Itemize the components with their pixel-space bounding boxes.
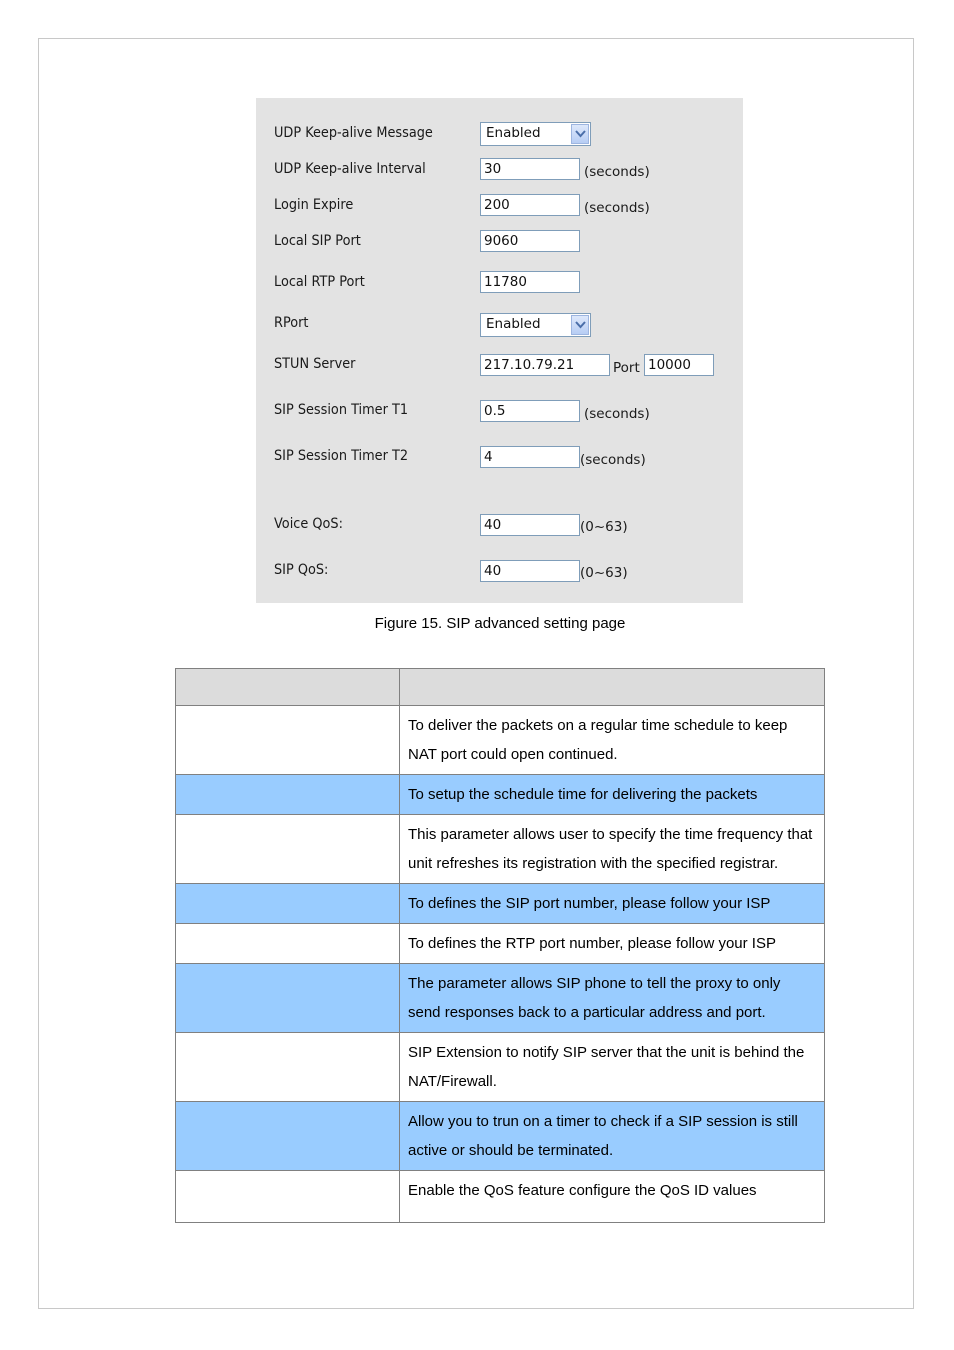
- login-expire-input[interactable]: 200: [480, 194, 580, 216]
- parameter-cell: [176, 1033, 400, 1102]
- local-rtp-port-label: Local RTP Port: [274, 274, 365, 290]
- sip-timer-t1-unit: (seconds): [584, 406, 650, 422]
- header-cell-parameter: [176, 669, 400, 706]
- chevron-down-icon: [571, 124, 589, 144]
- description-cell: Enable the QoS feature configure the QoS ID values: [400, 1171, 825, 1223]
- table-row: [176, 964, 825, 1033]
- udp-keepalive-message-select[interactable]: [480, 122, 591, 146]
- parameter-cell: [176, 775, 400, 815]
- parameter-cell: [176, 1102, 400, 1171]
- voice-qos-label: Voice QoS:: [274, 516, 343, 532]
- udp-keepalive-message-label: UDP Keep-alive Message: [274, 125, 433, 141]
- rport-value: Enabled: [486, 316, 541, 332]
- udp-keepalive-interval-unit: (seconds): [584, 164, 650, 180]
- table-row: [176, 924, 825, 964]
- table-row: [176, 815, 825, 884]
- stun-server-label: STUN Server: [274, 356, 356, 372]
- table-row: [176, 775, 825, 815]
- parameter-cell: [176, 924, 400, 964]
- parameter-cell: [176, 964, 400, 1033]
- description-cell: SIP Extension to notify SIP server that the unit is behind the NAT/Firewall.: [400, 1033, 825, 1102]
- table-header-row: [176, 669, 825, 706]
- header-cell-description: [400, 669, 825, 706]
- rport-label: RPort: [274, 315, 309, 331]
- parameter-cell: [176, 884, 400, 924]
- sip-qos-input[interactable]: 40: [480, 560, 580, 582]
- sip-settings-panel: [256, 98, 743, 603]
- chevron-down-icon: [571, 315, 589, 335]
- sip-qos-label: SIP QoS:: [274, 562, 329, 578]
- table-row: [176, 1171, 825, 1223]
- table-row: [176, 1102, 825, 1171]
- parameter-cell: [176, 1171, 400, 1223]
- stun-port-label: Port: [613, 360, 640, 376]
- parameter-cell: [176, 815, 400, 884]
- sip-timer-t2-input[interactable]: 4: [480, 446, 580, 468]
- udp-keepalive-interval-label: UDP Keep-alive Interval: [274, 161, 426, 177]
- sip-timer-t2-label: SIP Session Timer T2: [274, 448, 409, 464]
- stun-server-input[interactable]: 217.10.79.21: [480, 354, 610, 376]
- table-row: [176, 1033, 825, 1102]
- sip-timer-t1-input[interactable]: 0.5: [480, 400, 580, 422]
- sip-timer-t1-label: SIP Session Timer T1: [274, 402, 409, 418]
- stun-port-input[interactable]: 10000: [644, 354, 714, 376]
- table-row: [176, 706, 825, 775]
- login-expire-label: Login Expire: [274, 197, 354, 213]
- description-cell: To defines the RTP port number, please follow your ISP: [400, 924, 825, 964]
- voice-qos-input[interactable]: 40: [480, 514, 580, 536]
- sip-qos-unit: (0~63): [580, 565, 628, 581]
- login-expire-unit: (seconds): [584, 200, 650, 216]
- description-cell: The parameter allows SIP phone to tell the proxy to only send responses back to a particular address and port.: [400, 964, 825, 1033]
- sip-timer-t2-unit: (seconds): [580, 452, 646, 468]
- description-cell: To setup the schedule time for delivering the packets: [400, 775, 825, 815]
- local-rtp-port-input[interactable]: 11780: [480, 271, 580, 293]
- description-cell: Allow you to trun on a timer to check if a SIP session is still active or should be terminated.: [400, 1102, 825, 1171]
- description-cell: To deliver the packets on a regular time schedule to keep NAT port could open continued.: [400, 706, 825, 775]
- description-cell: This parameter allows user to specify the time frequency that unit refreshes its registration with the specified registrar.: [400, 815, 825, 884]
- table-row: [176, 884, 825, 924]
- parameter-table: [175, 668, 825, 1223]
- udp-keepalive-interval-input[interactable]: 30: [480, 158, 580, 180]
- udp-keepalive-message-value: Enabled: [486, 125, 541, 141]
- figure-caption: Figure 15. SIP advanced setting page: [374, 615, 626, 632]
- rport-select[interactable]: [480, 313, 591, 337]
- description-cell: To defines the SIP port number, please follow your ISP: [400, 884, 825, 924]
- local-sip-port-label: Local SIP Port: [274, 233, 361, 249]
- voice-qos-unit: (0~63): [580, 519, 628, 535]
- local-sip-port-input[interactable]: 9060: [480, 230, 580, 252]
- parameter-cell: [176, 706, 400, 775]
